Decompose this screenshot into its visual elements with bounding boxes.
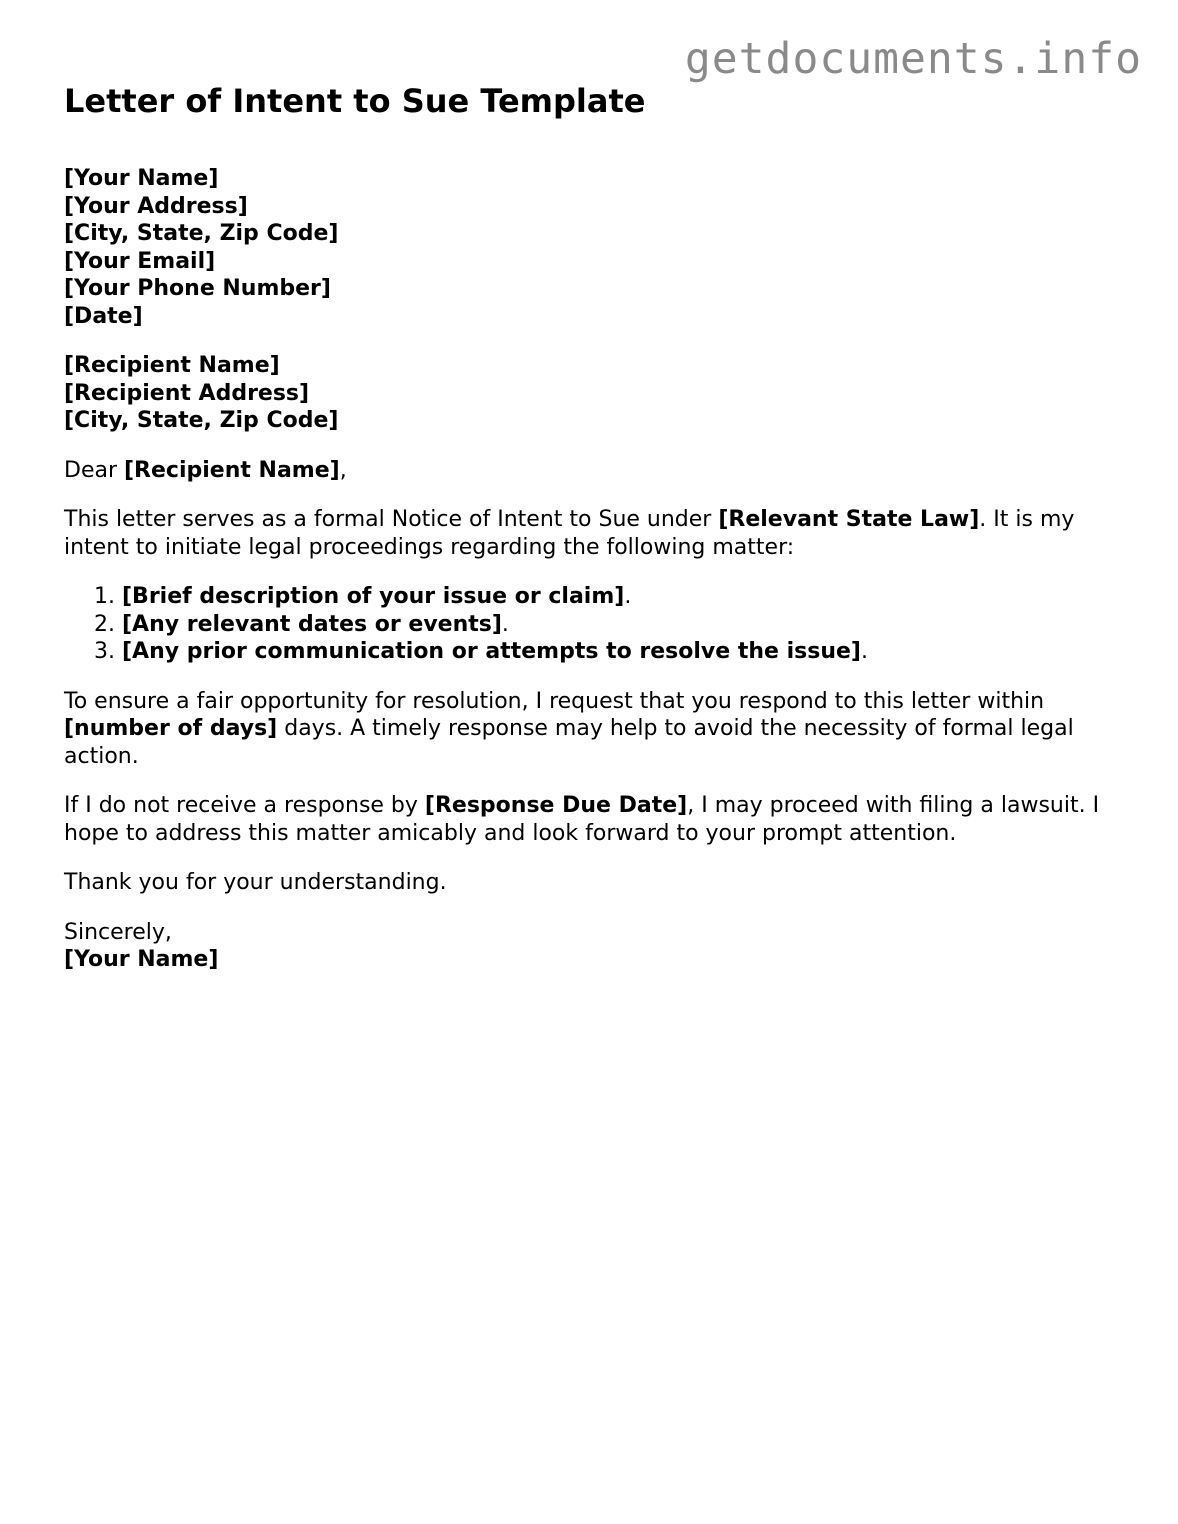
list-item-suffix: . [624, 584, 632, 609]
matter-list [64, 583, 1124, 666]
response-paragraph [64, 688, 1124, 771]
sender-block [64, 165, 1124, 330]
list-item-text: [Brief description of your issue or claim] [122, 584, 625, 609]
list-item [122, 611, 1124, 639]
recipient-address: [Recipient Address] [64, 380, 310, 406]
salutation-suffix: , [339, 457, 347, 483]
closing-text: Sincerely, [64, 919, 172, 945]
response-due-date: [Response Due Date] [424, 793, 688, 818]
salutation-name: [Recipient Name] [124, 457, 340, 483]
signature-name: [Your Name] [64, 947, 219, 972]
response-text-2: days. A timely response may help to avoid the necessity of formal legal action. [64, 716, 1074, 769]
list-item-text: [Any relevant dates or events] [122, 611, 502, 637]
recipient-city-state-zip: [City, State, Zip Code] [64, 408, 339, 433]
lawsuit-text-1: If I do not receive a response by [64, 793, 425, 818]
list-item [122, 638, 1124, 666]
lawsuit-paragraph [64, 792, 1124, 847]
sender-phone: [Your Phone Number] [64, 276, 331, 301]
closing-block [64, 919, 1124, 974]
salutation-prefix: Dear [64, 457, 124, 483]
list-item-text: [Any prior communication or attempts to resolve the issue] [122, 639, 861, 664]
document-title: Letter of Intent to Sue Template [64, 82, 646, 120]
intro-text-2: . It is my intent to initiate legal proceedings regarding the following matter: [64, 507, 1075, 560]
response-days: [number of days] [64, 716, 278, 741]
recipient-block [64, 352, 1124, 435]
sender-address: [Your Address] [64, 193, 248, 219]
list-item-suffix: . [860, 639, 868, 664]
sender-city-state-zip: [City, State, Zip Code] [64, 221, 339, 246]
watermark-text: getdocuments.info [684, 34, 1142, 84]
sender-name: [Your Name] [64, 166, 219, 191]
sender-email: [Your Email] [64, 248, 216, 274]
list-item [122, 583, 1124, 611]
intro-paragraph [64, 506, 1124, 561]
intro-law: [Relevant State Law] [718, 507, 980, 532]
letter-document [64, 80, 1124, 974]
list-item-suffix: . [501, 611, 509, 637]
letter-date: [Date] [64, 303, 143, 329]
thanks-paragraph: Thank you for your understanding. [64, 870, 447, 895]
recipient-name: [Recipient Name] [64, 353, 280, 378]
response-text-1: To ensure a fair opportunity for resolution, I request that you respond to this letter within [64, 688, 1045, 714]
lawsuit-text-2: , I may proceed with filing a lawsuit. I hope to address this matter amicably and look forward to your prompt attention. [64, 793, 1100, 846]
intro-text-1: This letter serves as a formal Notice of Intent to Sue under [64, 507, 719, 532]
salutation [64, 457, 1124, 485]
